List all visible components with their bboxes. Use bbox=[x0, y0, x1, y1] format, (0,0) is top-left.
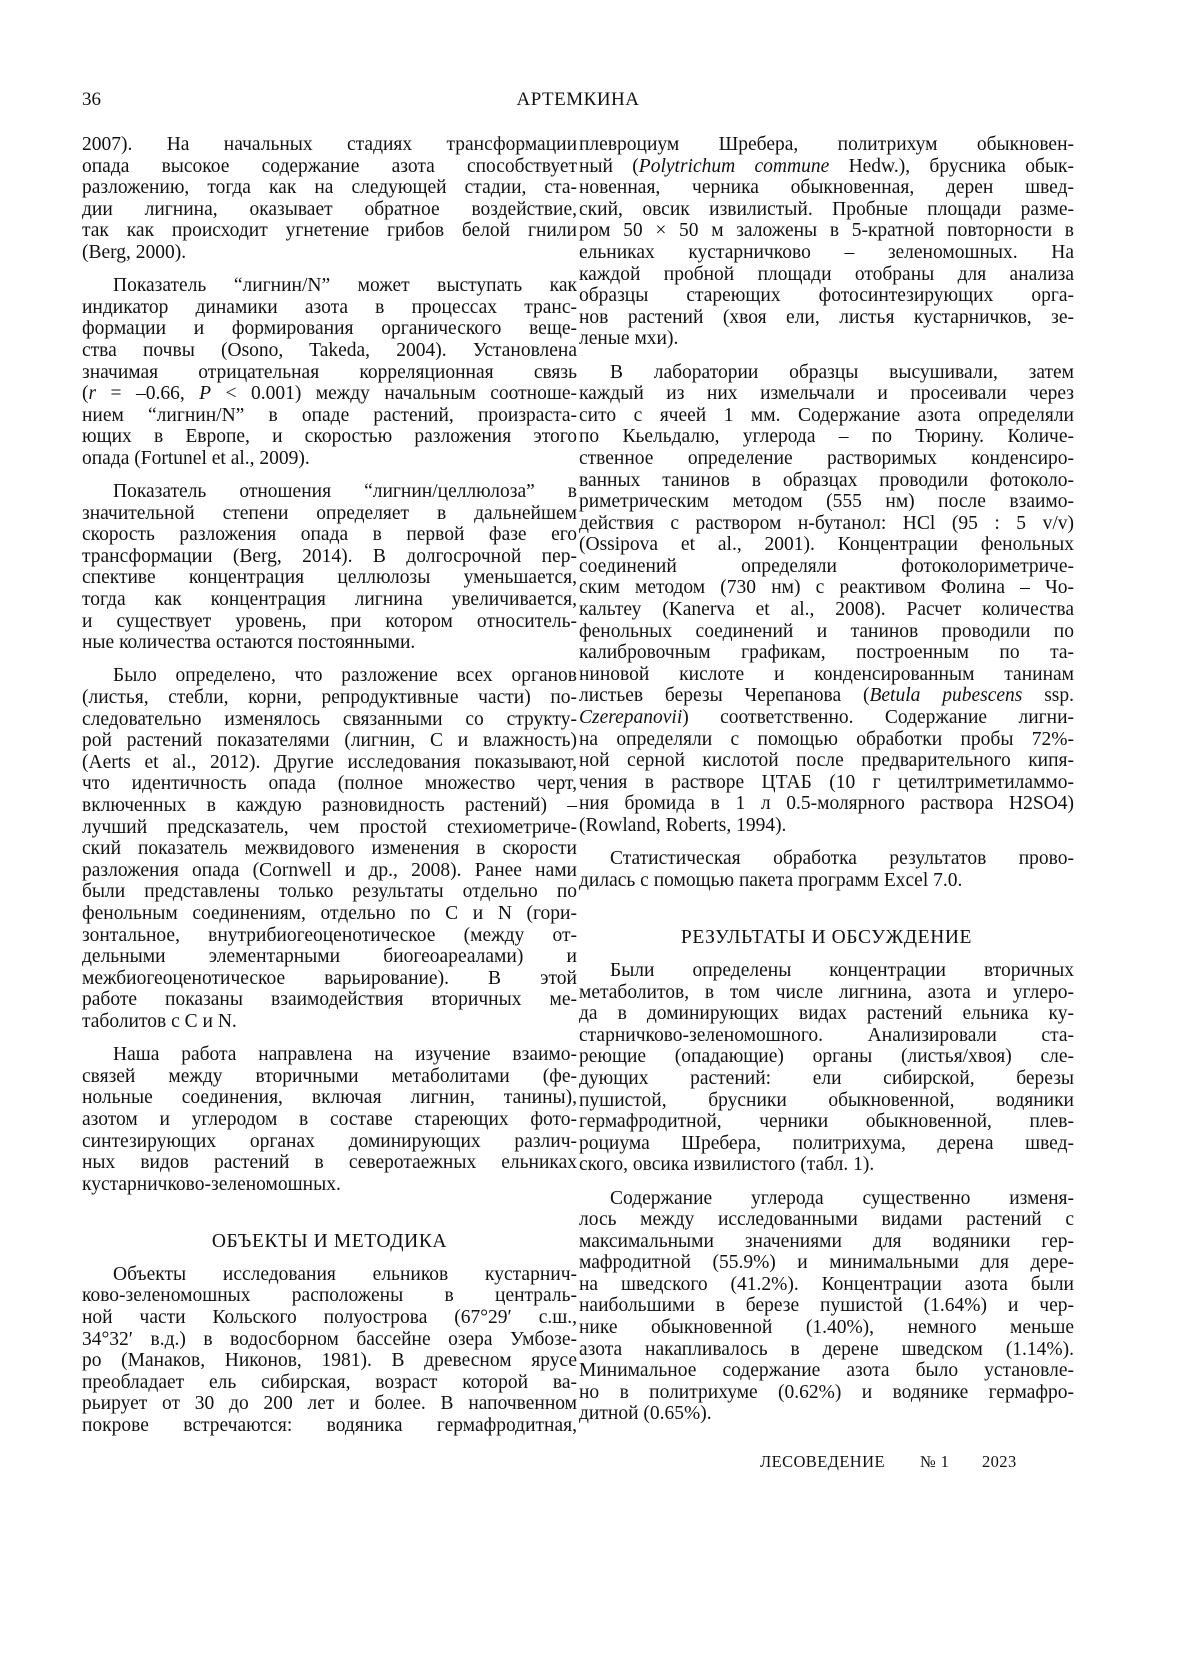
journal-name: ЛЕСОВЕДЕНИЕ bbox=[760, 1451, 920, 1473]
text-line: да в доминирующих видах растений ельника ку- bbox=[579, 1003, 1074, 1025]
text-line: синтезирующих органах доминирующих различ- bbox=[82, 1131, 577, 1153]
text-line: действия с раствором н-бутанол: HCl (95 : 5 v/v) bbox=[579, 513, 1074, 535]
text-line: дельными элементарными биогеоареалами) и bbox=[82, 946, 577, 968]
text-segment: листьев березы Черепанова ( bbox=[579, 685, 869, 706]
text-line: ной части Кольского полуострова (67°29′ с.ш., bbox=[82, 1307, 577, 1329]
text-line: были представлены только результаты отдельно по bbox=[82, 881, 577, 903]
text-line: скорость разложения опада в первой фазе его bbox=[82, 524, 577, 546]
text-line: калибровочным графикам, построенным по та- bbox=[579, 642, 1074, 664]
text-segment: ) соответственно. Содержание лигни- bbox=[682, 707, 1074, 728]
text-line: дующих растений: ели сибирской, березы bbox=[579, 1068, 1074, 1090]
text-line: трансформации (Berg, 2014). В долгосрочной пер- bbox=[82, 546, 577, 568]
section-heading: РЕЗУЛЬТАТЫ И ОБСУЖДЕНИЕ bbox=[579, 927, 1074, 949]
text-line bbox=[579, 707, 1074, 729]
text-line: Было определено, что разложение всех органов bbox=[82, 665, 577, 687]
text-line bbox=[579, 685, 1074, 707]
text-line: покрове встречаются: водяника гермафродитная, bbox=[82, 1415, 577, 1437]
text-segment: = –0.66, bbox=[96, 383, 199, 404]
text-line bbox=[579, 156, 1074, 178]
text-line: максимальными значениями для водяники гер- bbox=[579, 1231, 1074, 1253]
text-line: чения в растворе ЦТАБ (10 г цетилтриметиламмо- bbox=[579, 772, 1074, 794]
text-line: В лаборатории образцы высушивали, затем bbox=[579, 362, 1074, 384]
italic-text: Polytrichum commune bbox=[639, 156, 829, 177]
text-line: лось между исследованными видами растений с bbox=[579, 1209, 1074, 1231]
text-line: ной серной кислотой после предварительного кипя- bbox=[579, 750, 1074, 772]
text-line: таболитов с C и N. bbox=[82, 1011, 577, 1033]
text-line: но в политрихуме (0.62%) и водянике гермафро- bbox=[579, 1382, 1074, 1404]
footer bbox=[760, 1451, 1017, 1473]
text-line: ский, овсик извилистый. Пробные площади разме- bbox=[579, 199, 1074, 221]
text-line: дии лигнина, оказывает обратное воздействие, bbox=[82, 199, 577, 221]
text-line: и существует уровень, при котором относитель- bbox=[82, 611, 577, 633]
text-line: рой растений показателями (лигнин, C и влажность) bbox=[82, 730, 577, 752]
text-line: разложения опада (Cornwell и др., 2008). Ранее нами bbox=[82, 860, 577, 882]
text-line: межбиогеоценотическое варьирование). В этой bbox=[82, 968, 577, 990]
paragraph bbox=[579, 134, 1074, 350]
text-line: азота накапливалось в дерене шведском (1.14%). bbox=[579, 1339, 1074, 1361]
text-line: ский показатель межвидового изменения в скорости bbox=[82, 838, 577, 860]
text-line: Объекты исследования ельников кустарнич- bbox=[82, 1264, 577, 1286]
text-line: Были определены концентрации вторичных bbox=[579, 960, 1074, 982]
paragraph bbox=[82, 665, 577, 1032]
paragraph bbox=[82, 481, 577, 654]
text-segment: Hedw.), брусника обык- bbox=[829, 156, 1074, 177]
text-line: работе показаны взаимодействия вторичных ме- bbox=[82, 989, 577, 1011]
text-line: (Ossipova et al., 2001). Концентрации фенольных bbox=[579, 534, 1074, 556]
text-line: дилась с помощью пакета программ Excel 7.0. bbox=[579, 870, 1074, 892]
paragraph bbox=[82, 275, 577, 469]
text-line: ных видов растений в северотаежных ельниках bbox=[82, 1152, 577, 1174]
text-line: значительной степени определяет в дальнейшем bbox=[82, 503, 577, 525]
text-line: ским методом (730 нм) с реактивом Фолина – Чо- bbox=[579, 577, 1074, 599]
text-line: нов растений (хвоя ели, листья кустарничков, зе- bbox=[579, 307, 1074, 329]
text-segment: < 0.001) между начальным соотноше- bbox=[211, 383, 577, 404]
text-line: риметрическим методом (555 нм) после взаимо- bbox=[579, 491, 1074, 513]
text-line: Показатель “лигнин/N” может выступать как bbox=[82, 275, 577, 297]
text-line: так как происходит угнетение грибов белой гнили bbox=[82, 220, 577, 242]
text-line: кустарничково-зеленомошных. bbox=[82, 1174, 577, 1196]
text-line: ства почвы (Osono, Takeda, 2004). Установлена bbox=[82, 340, 577, 362]
text-line: включенных в каждую разновидность растений) – bbox=[82, 795, 577, 817]
text-line: Показатель отношения “лигнин/целлюлоза” в bbox=[82, 481, 577, 503]
section-heading: ОБЪЕКТЫ И МЕТОДИКА bbox=[82, 1231, 577, 1253]
text-line: (Rowland, Roberts, 1994). bbox=[579, 815, 1074, 837]
text-line: ния бромида в 1 л 0.5-молярного раствора H2SO4) bbox=[579, 793, 1074, 815]
right-column bbox=[579, 134, 1074, 1425]
text-line: (Berg, 2000). bbox=[82, 242, 577, 264]
paragraph bbox=[82, 134, 577, 264]
italic-text: P bbox=[199, 383, 211, 404]
paragraph bbox=[579, 848, 1074, 891]
paragraph bbox=[579, 1188, 1074, 1426]
text-line: дитной (0.65%). bbox=[579, 1403, 1074, 1425]
text-line: азотом и углеродом в составе стареющих фото- bbox=[82, 1109, 577, 1131]
italic-text: r bbox=[89, 383, 97, 404]
text-line: гермафродитной, черники обыкновенной, плев- bbox=[579, 1111, 1074, 1133]
text-line: преобладает ель сибирская, возраст которой ва- bbox=[82, 1372, 577, 1394]
italic-text: Czerepanovii bbox=[579, 707, 682, 728]
text-line: ванных танинов в образцах проводили фотоколо- bbox=[579, 470, 1074, 492]
text-line: наибольшими в березе пушистой (1.64%) и чер- bbox=[579, 1295, 1074, 1317]
text-line: что идентичность опада (полное множество черт, bbox=[82, 773, 577, 795]
text-line: на определяли с помощью обработки пробы 72%- bbox=[579, 729, 1074, 751]
text-line: Содержание углерода существенно изменя- bbox=[579, 1188, 1074, 1210]
text-line: индикатор динамики азота в процессах транс- bbox=[82, 297, 577, 319]
text-line: по Кьельдалю, углерода – по Тюрину. Количе- bbox=[579, 426, 1074, 448]
text-line: сито с ячеей 1 мм. Содержание азота определяли bbox=[579, 405, 1074, 427]
text-segment: ный ( bbox=[579, 156, 639, 177]
text-line: ниновой кислоте и конденсированным танинам bbox=[579, 664, 1074, 686]
text-line: нольные соединения, включая лигнин, танины), bbox=[82, 1087, 577, 1109]
issue-number: № 1 bbox=[920, 1451, 982, 1473]
paragraph bbox=[579, 362, 1074, 837]
text-line: Минимальное содержание азота было установле- bbox=[579, 1360, 1074, 1382]
text-line: Статистическая обработка результатов прово- bbox=[579, 848, 1074, 870]
text-line: каждый из них измельчали и просеивали через bbox=[579, 383, 1074, 405]
text-line: ского, овсика извилистого (табл. 1). bbox=[579, 1154, 1074, 1176]
text-line: образцы стареющих фотосинтезирующих орга- bbox=[579, 285, 1074, 307]
text-line: фенольным соединениям, отдельно по C и N (гори- bbox=[82, 903, 577, 925]
text-line: роциума Шребера, политрихума, дерена швед- bbox=[579, 1133, 1074, 1155]
year: 2023 bbox=[982, 1451, 1017, 1473]
text-line: опада (Fortunel et al., 2009). bbox=[82, 448, 577, 470]
text-line: зонтальное, внутрибиогеоценотическое (между от- bbox=[82, 925, 577, 947]
text-line: лучший предсказатель, чем простой стехиометриче- bbox=[82, 817, 577, 839]
text-line: соединений определяли фотоколориметриче- bbox=[579, 556, 1074, 578]
paragraph bbox=[82, 1044, 577, 1195]
text-line: на шведского (41.2%). Концентрации азота были bbox=[579, 1274, 1074, 1296]
text-line: Наша работа направлена на изучение взаимо- bbox=[82, 1044, 577, 1066]
text-line: фенольных соединений и танинов проводили по bbox=[579, 621, 1074, 643]
text-line: леные мхи). bbox=[579, 328, 1074, 350]
text-line: следовательно изменялось связанными со структу- bbox=[82, 709, 577, 731]
text-line: формации и формирования органического веще- bbox=[82, 318, 577, 340]
text-line bbox=[82, 383, 577, 405]
text-line: ром 50 × 50 м заложены в 5-кратной повторности в bbox=[579, 220, 1074, 242]
text-line: мафродитной (55.9%) и минимальными для дере- bbox=[579, 1252, 1074, 1274]
text-line: ные количества остаются постоянными. bbox=[82, 632, 577, 654]
italic-text: Betula pubescens bbox=[869, 685, 1022, 706]
left-column bbox=[82, 134, 577, 1437]
text-line: (Aerts et al., 2012). Другие исследования показывают, bbox=[82, 752, 577, 774]
text-line: метаболитов, в том числе лигнина, азота и углеро- bbox=[579, 982, 1074, 1004]
text-line: рьирует от 30 до 200 лет и более. В напочвенном bbox=[82, 1393, 577, 1415]
text-line: ственное определение растворимых конденсиро- bbox=[579, 448, 1074, 470]
text-line: нике обыкновенной (1.40%), немного меньше bbox=[579, 1317, 1074, 1339]
paragraph bbox=[82, 1264, 577, 1437]
text-line: тогда как концентрация лигнина увеличивается, bbox=[82, 589, 577, 611]
text-line: разложению, тогда как на следующей стадии, ста- bbox=[82, 177, 577, 199]
text-line: кальтеу (Kanerva et al., 2008). Расчет количества bbox=[579, 599, 1074, 621]
text-line: спективе концентрация целлюлозы уменьшается, bbox=[82, 567, 577, 589]
text-line: ково-зеленомошных расположены в централь- bbox=[82, 1285, 577, 1307]
text-line: опада высокое содержание азота способствует bbox=[82, 156, 577, 178]
text-line: реющие (опадающие) органы (листья/хвоя) сле- bbox=[579, 1046, 1074, 1068]
text-line: каждой пробной площади отобраны для анализа bbox=[579, 264, 1074, 286]
text-segment: ssp. bbox=[1022, 685, 1074, 706]
text-line: связей между вторичными метаболитами (фе- bbox=[82, 1066, 577, 1088]
text-line: ющих в Европе, и скоростью разложения этого bbox=[82, 426, 577, 448]
text-line: (листья, стебли, корни, репродуктивные части) по- bbox=[82, 687, 577, 709]
text-line: 34°32′ в.д.) в водосборном бассейне озера Умбозе- bbox=[82, 1329, 577, 1351]
paragraph bbox=[579, 960, 1074, 1176]
text-line: пушистой, брусники обыкновенной, водяники bbox=[579, 1090, 1074, 1112]
running-title: АРТЕМКИНА bbox=[0, 88, 1156, 112]
text-line: нием “лигнин/N” в опаде растений, произраста- bbox=[82, 405, 577, 427]
page-number: 36 bbox=[82, 88, 101, 112]
text-line: значимая отрицательная корреляционная связь bbox=[82, 362, 577, 384]
text-line: новенная, черника обыкновенная, дерен швед- bbox=[579, 177, 1074, 199]
text-line: старничково-зеленомошного. Анализировали ста- bbox=[579, 1025, 1074, 1047]
text-line: ельниках кустарничково – зеленомошных. На bbox=[579, 242, 1074, 264]
text-segment: ( bbox=[82, 383, 89, 404]
text-line: 2007). На начальных стадиях трансформации bbox=[82, 134, 577, 156]
text-line: плевроциум Шребера, политрихум обыкновен- bbox=[579, 134, 1074, 156]
text-line: ро (Манаков, Никонов, 1981). В древесном ярусе bbox=[82, 1350, 577, 1372]
